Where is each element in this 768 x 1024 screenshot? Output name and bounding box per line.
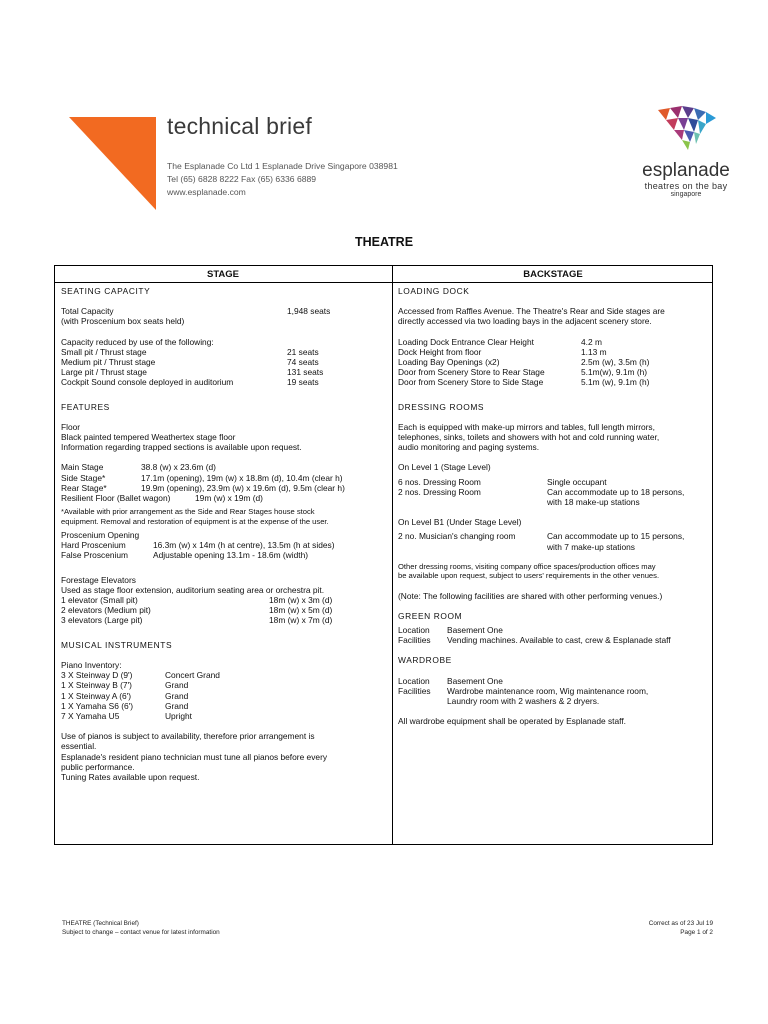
elevators-label: Forestage Elevators [61, 574, 136, 585]
loading-intro: Accessed from Raffles Avenue. The Theatre's Rear and Side stages are [398, 306, 665, 317]
logo-wordmark: esplanade [642, 160, 730, 181]
piano-note: Tuning Rates available upon request. [61, 771, 200, 782]
footer-disclaimer: Subject to change – contact venue for latest information [62, 929, 220, 936]
backstage-column-heading: BACKSTAGE [523, 269, 583, 280]
reduction-row: Medium pit / Thrust stage 74 seats [61, 357, 319, 368]
other-dressing-note: be available upon request, subject to users' requirements in the other venues. [398, 571, 660, 581]
footer-doc-name: THEATRE (Technical Brief) [62, 920, 139, 927]
seating-heading: SEATING CAPACITY [61, 286, 151, 296]
piano-row: 1 X Steinway B (7') Grand [61, 680, 189, 691]
dressing-row: 2 nos. Dressing Room Can accommodate up to 18 persons, [398, 486, 685, 497]
piano-row: 7 X Yamaha U5 Upright [61, 710, 192, 721]
piano-row: 1 X Steinway A (6') Grand [61, 690, 189, 701]
proscenium-row: False Proscenium Adjustable opening 13.1m - 18.6m (width) [61, 550, 309, 561]
dressing-intro: telephones, sinks, toilets and showers with hot and cold running water, [398, 432, 660, 443]
document-title: THEATRE [354, 235, 414, 249]
piano-inventory-label: Piano Inventory: [61, 659, 122, 670]
stage-row: Resilient Floor (Ballet wagon) 19m (w) x 19m (d) [61, 493, 263, 504]
levelb1-label: On Level B1 (Under Stage Level) [398, 517, 522, 528]
piano-row: 3 X Steinway D (9') Concert Grand [61, 670, 220, 681]
reduction-row: Large pit / Thrust stage 131 seats [61, 367, 324, 378]
green-room-row: Facilities Vending machines. Available to cast, crew & Esplanade staff [398, 635, 671, 646]
stage-note: *Available with prior arrangement as the Side and Rear Stages house stock [61, 507, 315, 517]
loading-heading: LOADING DOCK [398, 286, 470, 296]
wardrobe-row: Location Basement One [398, 675, 503, 686]
total-capacity-label: Total Capacity [61, 306, 114, 317]
piano-note: public performance. [61, 761, 135, 772]
logo-tagline: theatres on the bay [644, 181, 728, 191]
piano-note: Esplanade's resident piano technician must tune all pianos before every [61, 751, 328, 762]
loading-spec-row: Dock Height from floor 1.13 m [398, 346, 607, 357]
company-phone: Tel (65) 6828 8222 Fax (65) 6336 6889 [167, 174, 317, 184]
footer-page-number: Page 1 of 2 [680, 929, 713, 936]
total-capacity-value: 1,948 seats [287, 306, 331, 317]
green-room-row: Location Basement One [398, 625, 503, 636]
floor-line: Information regarding trapped sections is available upon request. [61, 442, 302, 453]
loading-spec-row: Loading Bay Openings (x2) 2.5m (w), 3.5m (h) [398, 357, 650, 368]
piano-note: Use of pianos is subject to availability, therefore prior arrangement is [61, 731, 315, 742]
stage-row: Rear Stage* 19.9m (opening), 23.9m (w) x 19.6m (d), 9.5m (clear h) [61, 482, 345, 493]
dressing-heading: DRESSING ROOMS [398, 401, 485, 412]
brand-triangle-graphic [69, 117, 157, 211]
stage-row: Main Stage 38.8 (w) x 23.6m (d) [61, 462, 216, 473]
floor-line: Black painted tempered Weathertex stage floor [61, 432, 236, 443]
stage-note: equipment. Removal and restoration of equipment is at the expense of the user. [61, 516, 329, 526]
features-heading: FEATURES [61, 401, 110, 412]
dressing-intro: Each is equipped with make-up mirrors and tables, full length mirrors, [398, 421, 655, 432]
wardrobe-note: All wardrobe equipment shall be operated by Esplanade staff. [398, 716, 626, 727]
backstage-column [398, 286, 710, 727]
proscenium-row: Hard Proscenium 16.3m (w) x 14m (h at centre), 13.5m (h at sides) [61, 540, 335, 551]
dressing-row: 6 nos. Dressing Room Single occupant [398, 476, 607, 487]
elevator-row: 1 elevator (Small pit) 18m (w) x 3m (d) [61, 595, 333, 606]
column-divider [392, 265, 393, 845]
loading-intro: directly accessed via two loading bays in the adjacent scenery store. [398, 316, 652, 327]
wardrobe-heading: WARDROBE [398, 655, 452, 666]
esplanade-logo [636, 106, 736, 198]
total-capacity-note: (with Proscenium box seats held) [61, 316, 185, 327]
piano-row: 1 X Yamaha S6 (6') Grand [61, 700, 189, 711]
stage-column-heading: STAGE [206, 269, 240, 280]
header-divider [54, 282, 713, 283]
level1-label: On Level 1 (Stage Level) [398, 462, 491, 473]
stage-column [61, 286, 389, 782]
dressing-row-cont: with 18 make-up stations [547, 497, 640, 508]
total-capacity-row [61, 306, 389, 316]
loading-spec-row: Door from Scenery Store to Side Stage 5.1m (w), 9.1m (h) [398, 377, 650, 388]
footer-date: Correct as of 23 Jul 19 [648, 920, 713, 927]
elevator-row: 3 elevators (Large pit) 18m (w) x 7m (d) [61, 615, 333, 626]
elevator-row: 2 elevators (Medium pit) 18m (w) x 5m (d) [61, 605, 333, 616]
proscenium-label: Proscenium Opening [61, 530, 140, 541]
wardrobe-row-cont: Laundry room with 2 washers & 2 dryers. [447, 696, 600, 707]
logo-mark-icon [654, 106, 718, 154]
elevators-note: Used as stage floor extension, auditorium seating area or orchestra pit. [61, 584, 325, 595]
reduced-intro: Capacity reduced by use of the following: [61, 336, 214, 347]
loading-spec-row: Loading Dock Entrance Clear Height 4.2 m [398, 336, 602, 347]
company-website: www.esplanade.com [167, 187, 246, 197]
stage-row: Side Stage* 17.1m (opening), 19m (w) x 18.8m (d), 10.4m (clear h) [61, 472, 343, 483]
shared-facilities-note: (Note: The following facilities are shared with other performing venues.) [398, 590, 663, 601]
piano-note: essential. [61, 741, 97, 752]
dressing-row: 2 no. Musician's changing room Can accommodate up to 15 persons, [398, 531, 685, 542]
company-address: The Esplanade Co Ltd 1 Esplanade Drive Singapore 038981 [167, 161, 398, 171]
floor-label: Floor [61, 421, 81, 432]
other-dressing-note: Other dressing rooms, visiting company office spaces/production offices may [398, 561, 656, 571]
dressing-intro: audio monitoring and paging systems. [398, 442, 540, 453]
instruments-heading: MUSICAL INSTRUMENTS [61, 639, 173, 650]
loading-spec-row: Door from Scenery Store to Rear Stage 5.1m(w), 9.1m (h) [398, 367, 648, 378]
reduction-row: Small pit / Thrust stage 21 seats [61, 346, 319, 357]
dressing-row-cont: with 7 make-up stations [547, 541, 635, 552]
green-room-heading: GREEN ROOM [398, 610, 463, 621]
logo-location: singapore [670, 191, 702, 198]
wardrobe-row: Facilities Wardrobe maintenance room, Wig maintenance room, [398, 685, 649, 696]
reduction-row: Cockpit Sound console deployed in auditorium 19 seats [61, 377, 319, 388]
brief-title: technical brief [167, 113, 312, 139]
